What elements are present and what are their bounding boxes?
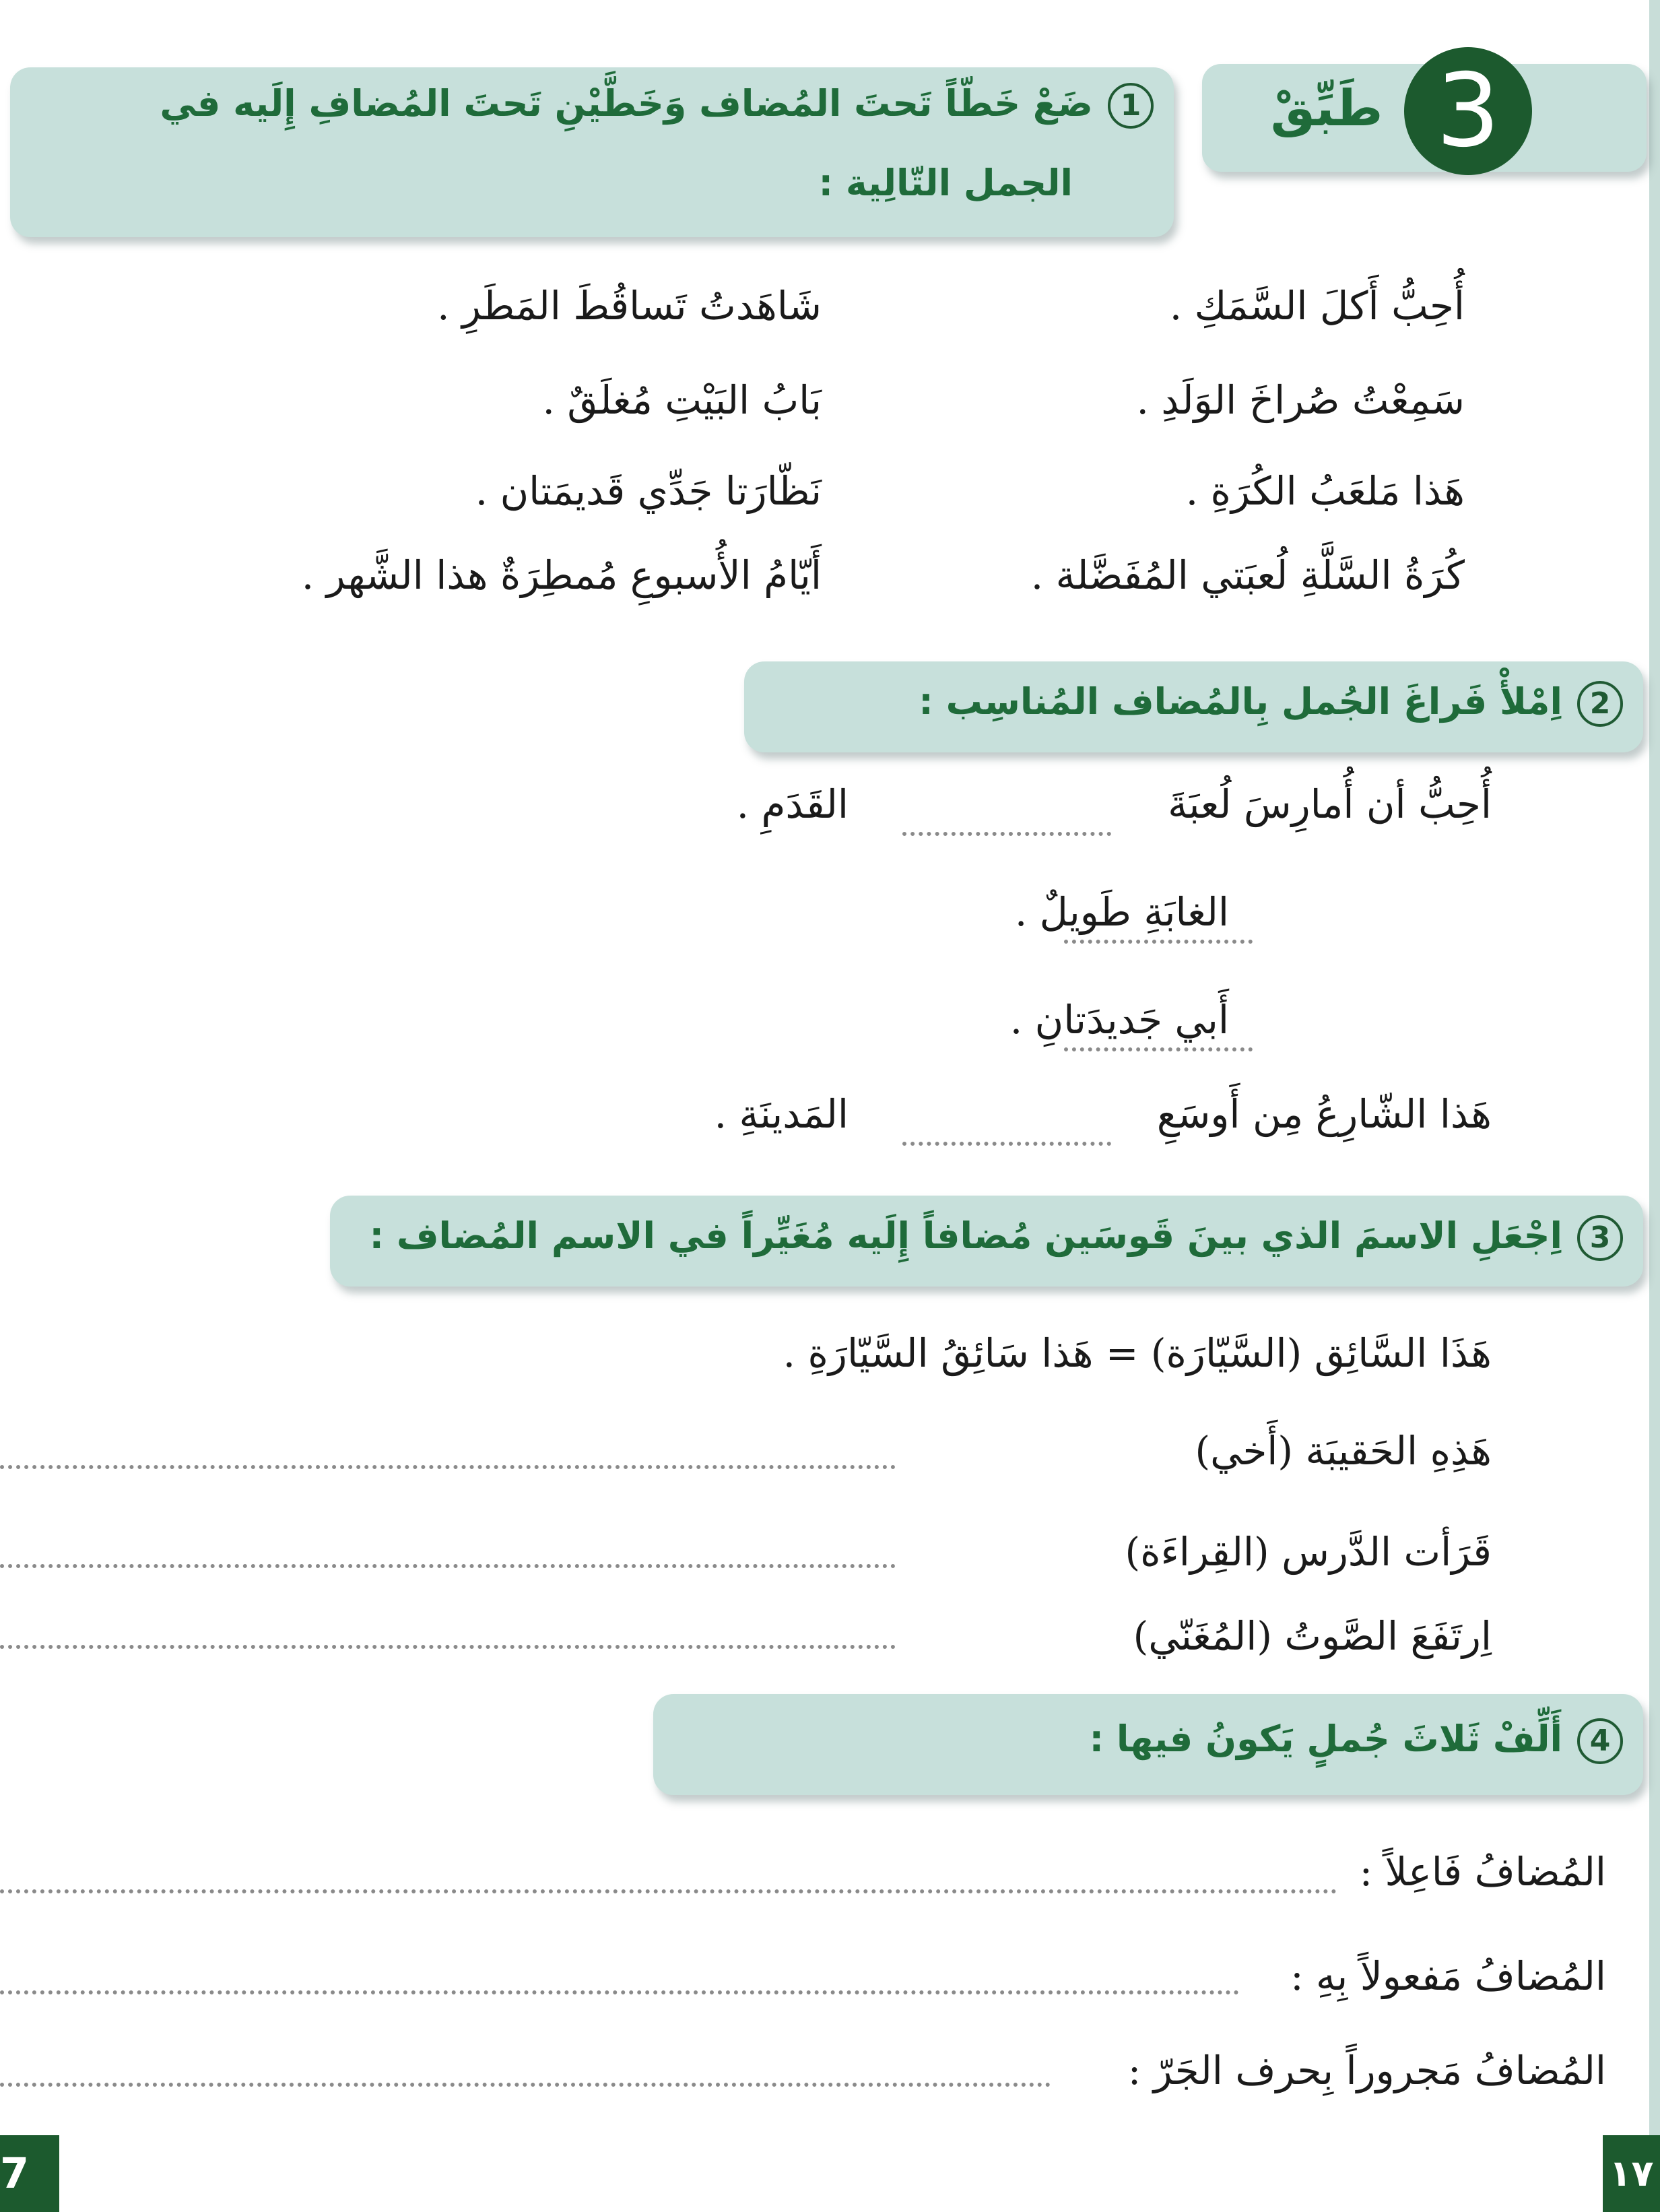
ex2-line1-after: القَدَمِ . [736, 781, 849, 827]
ex2-line3-after: أَبي جَديدَتانِ . [1009, 997, 1229, 1043]
ex4-item-1-blank[interactable] [0, 1889, 1337, 1893]
ex4-item-3-blank[interactable] [0, 2083, 1051, 2087]
exercise2-banner [744, 661, 1643, 752]
page-number-left: 7 [0, 2135, 59, 2212]
exercise3-number-icon: 3 [1577, 1215, 1623, 1261]
ex2-line1-before: أُحِبُّ أن أُمارِسَ لُعبَةَ [1168, 781, 1492, 827]
ex4-item-3: المُضافُ مَجروراً بِحرف الجَرّ : [1127, 2048, 1606, 2093]
ex4-item-2-blank[interactable] [0, 1990, 1239, 1994]
ex2-line1-blank[interactable] [902, 832, 1111, 836]
ex1-sentence-right-1: أُحِبُّ أَكلَ السَّمَكِ . [1169, 283, 1465, 329]
ex4-item-2: المُضافُ مَفعولاً بِهِ : [1290, 1953, 1606, 1999]
exercise3-instruction: اِجْعَلِ الاسمَ الذي بينَ قَوسَين مُضافاً إِلَيه مُغَيِّراً في الاسم المُضاف : [369, 1214, 1562, 1257]
page-number-right: ١٧ [1603, 2135, 1660, 2212]
ex1-sentence-left-4: أَيّامُ الأُسبوعِ مُمطِرَةٌ هذا الشَّهر . [301, 552, 822, 598]
ex1-sentence-right-3: هَذا مَلعَبُ الكُرَةِ . [1185, 468, 1465, 514]
ex3-item-3: اِرتَفَعَ الصَّوتُ (المُغَنّي) [1133, 1613, 1492, 1659]
ex1-sentence-right-2: سَمِعْتُ صُراخَ الوَلَدِ . [1136, 377, 1465, 423]
ex3-example: هَذَا السَّائِق (السَّيّارَة) = هَذا سَائِقُ السَّيّارَةِ . [783, 1330, 1492, 1376]
exercise2-instruction: اِمْلأْ فَراغَ الجُمل بِالمُضاف المُناسِب : [919, 680, 1562, 723]
exercise2-number-icon: 2 [1577, 681, 1623, 727]
ex3-item-2: قَرَأت الدَّرس (القِراءَة) [1125, 1529, 1492, 1575]
exercise3-banner [330, 1196, 1643, 1287]
exercise1-instruction-line2: الجمل التّالِية : [818, 162, 1073, 204]
exercise4-banner [653, 1694, 1643, 1795]
ex1-sentence-left-2: بَابُ البَيْتِ مُغلَقٌ . [542, 377, 822, 423]
page-edge-strip [1649, 0, 1660, 2212]
ex3-item-1: هَذِهِ الحَقيبَة (أَخي) [1195, 1428, 1492, 1474]
ex2-line4-blank[interactable] [902, 1142, 1111, 1146]
ex2-line4-after: المَدينَةِ . [714, 1091, 849, 1137]
exercise4-number-icon: 4 [1577, 1718, 1623, 1764]
ex4-item-1: المُضافُ فَاعِلاً : [1359, 1849, 1606, 1895]
ex2-line2-blank[interactable] [1064, 940, 1253, 944]
practice-label: طَبِّقْ [1270, 79, 1383, 137]
ex2-line4-before: هَذا الشّارِعُ مِن أَوسَعِ [1156, 1091, 1492, 1137]
ex1-sentence-left-1: شَاهَدتُ تَساقُطَ المَطَرِ . [437, 283, 822, 329]
ex2-line2-after: الغابَةِ طَويلٌ . [1014, 889, 1229, 935]
ex1-sentence-left-3: نَظّارَتا جَدِّي قَديمَتان . [475, 468, 822, 514]
ex3-item-3-blank[interactable] [0, 1645, 896, 1649]
exercise1-instruction-line1: ضَعْ خَطّاً تَحتَ المُضاف وَخَطَّيْنِ تَحتَ المُضافِ إِلَيه في [160, 82, 1093, 125]
practice-number-badge: 3 [1404, 47, 1532, 175]
ex3-item-2-blank[interactable] [0, 1564, 896, 1568]
exercise4-instruction: أَلِّفْ ثَلاثَ جُملٍ يَكونُ فيها : [1089, 1718, 1562, 1760]
exercise1-banner [10, 67, 1174, 237]
exercise1-number-icon: 1 [1108, 83, 1154, 129]
ex3-item-1-blank[interactable] [0, 1465, 896, 1469]
ex2-line3-blank[interactable] [1064, 1047, 1253, 1051]
ex1-sentence-right-4: كُرَةُ السَّلَّةِ لُعبَتي المُفَضَّلة . [1030, 552, 1465, 598]
